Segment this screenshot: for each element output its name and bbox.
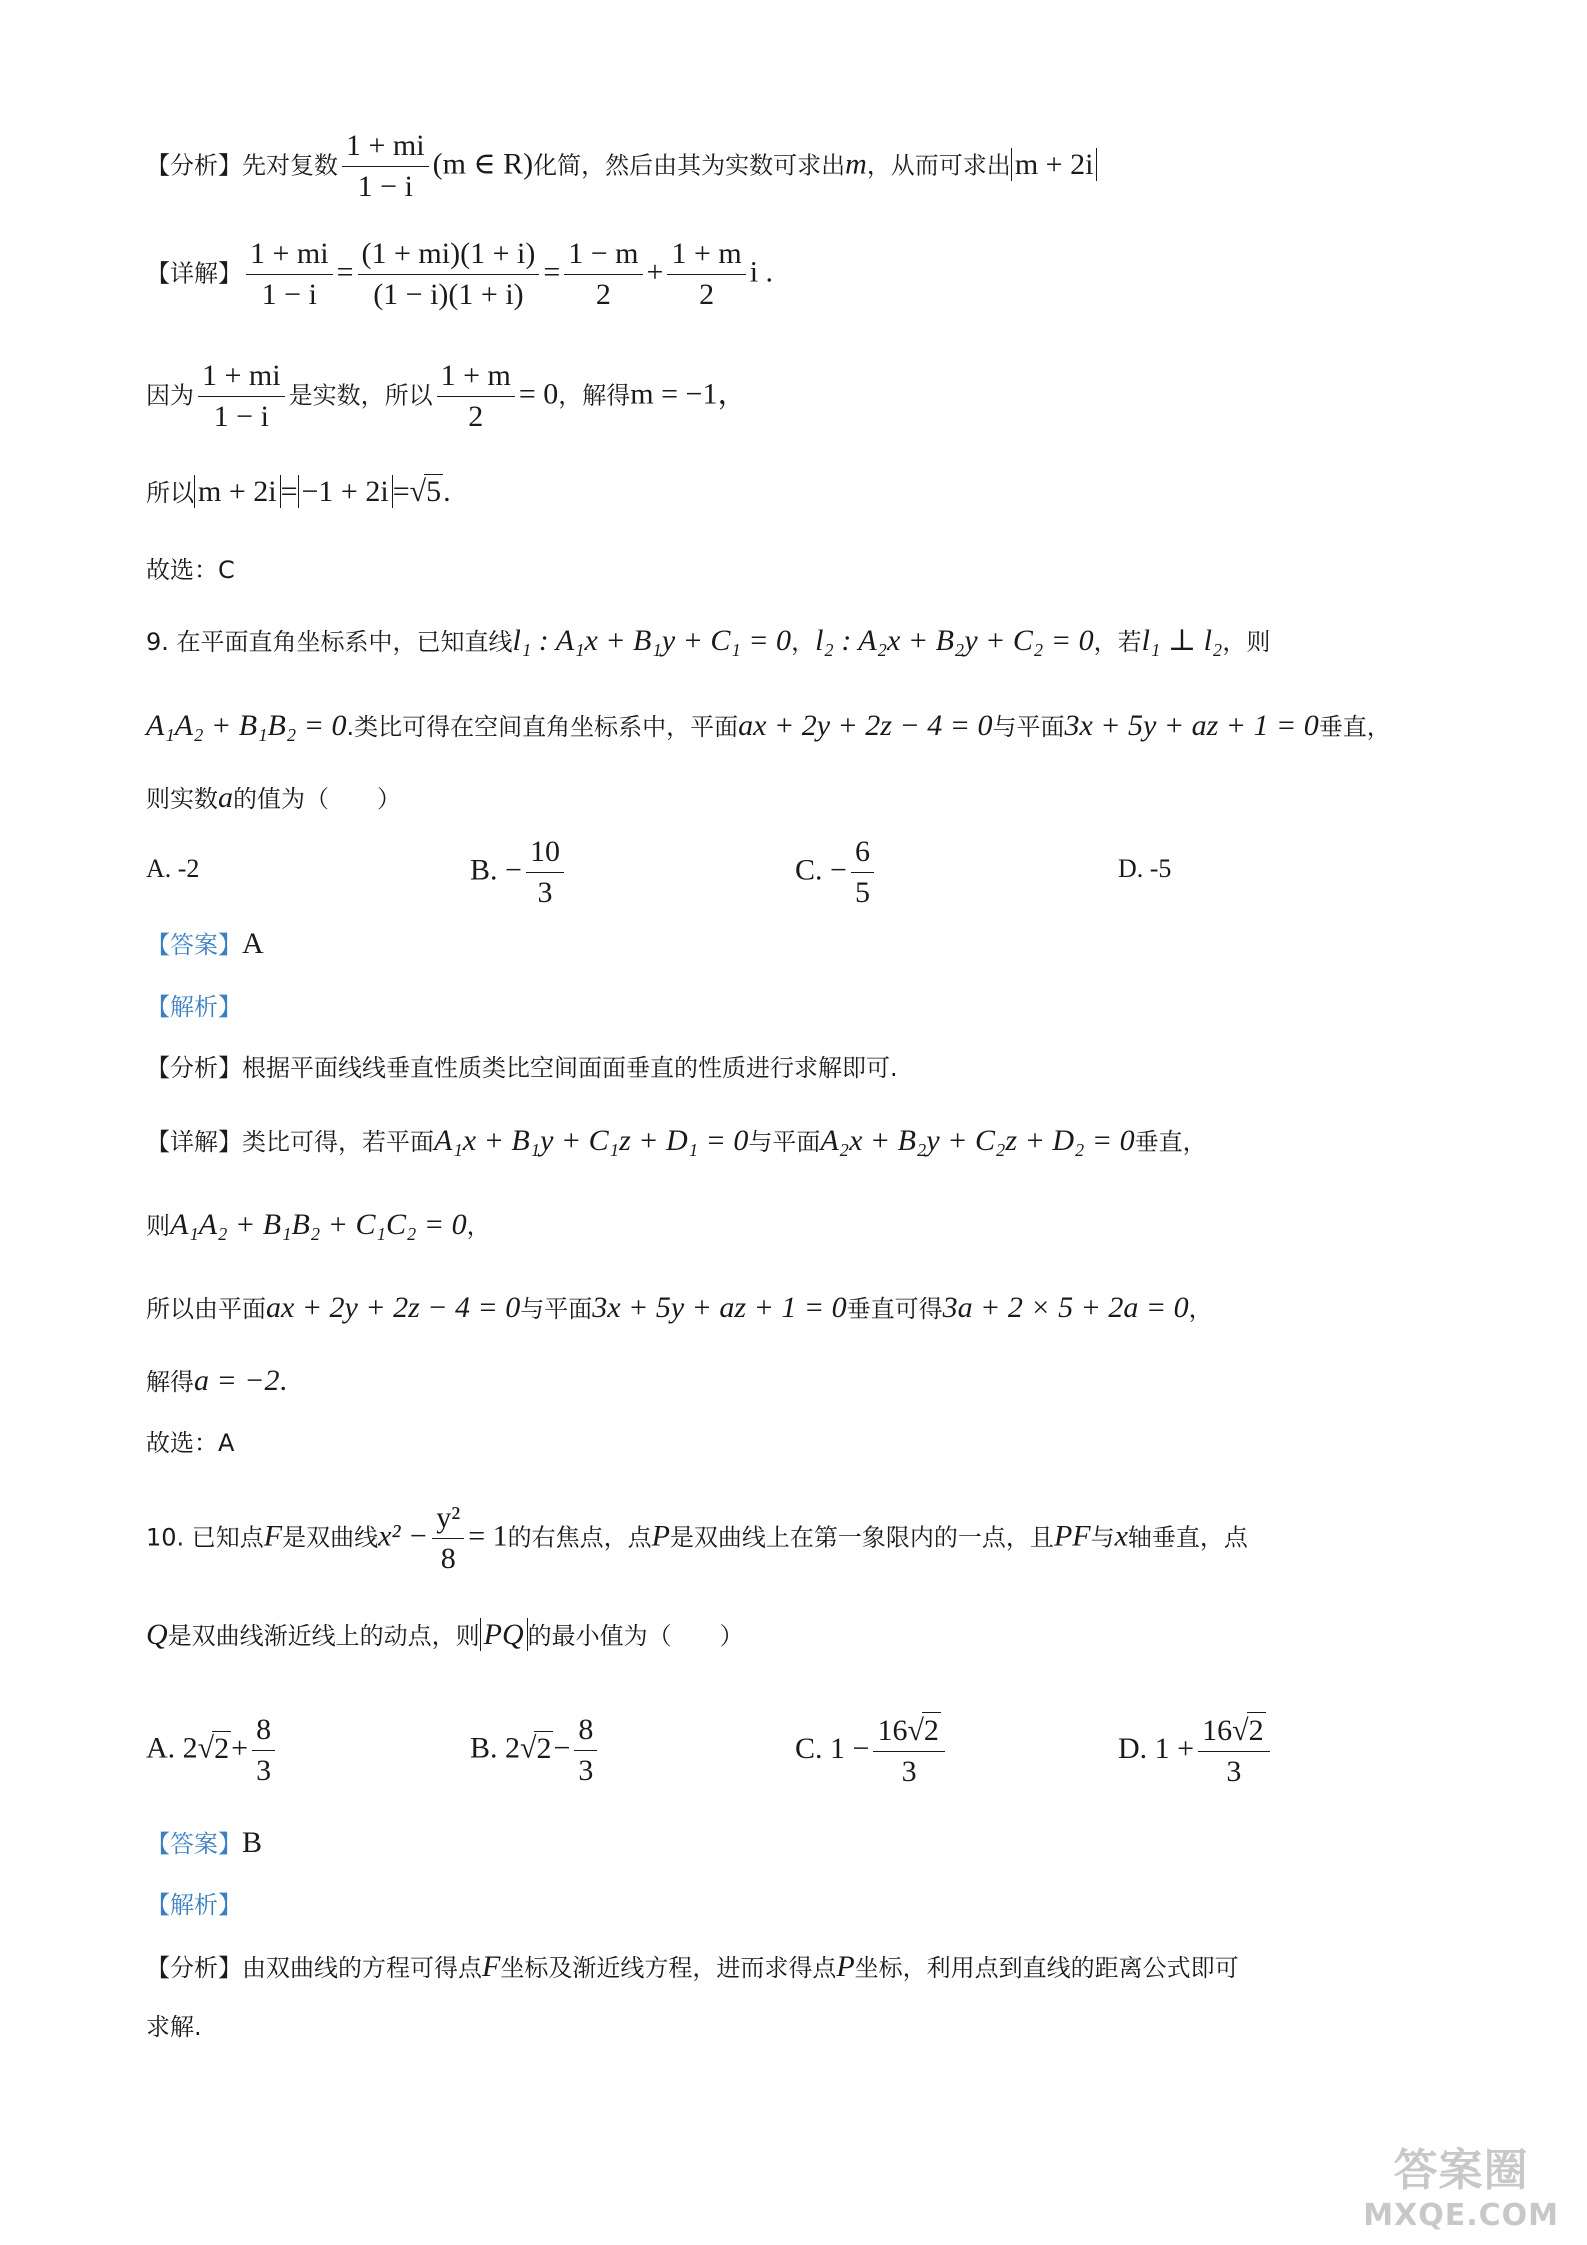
q8-so-line: 所以 m + 2i = −1 + 2i =√5. bbox=[146, 475, 451, 508]
text: 的右焦点，点 bbox=[507, 1523, 652, 1552]
math: 3x + 5y + az + 1 = 0 bbox=[1064, 709, 1319, 742]
option-label: C. bbox=[795, 1732, 823, 1765]
math: x² − bbox=[378, 1519, 429, 1553]
numerator: 16√2 bbox=[1198, 1712, 1269, 1752]
abs-expr: −1 + 2i bbox=[298, 475, 393, 508]
text: ，则 bbox=[1222, 628, 1271, 656]
denominator: 3 bbox=[1226, 1755, 1242, 1788]
denominator: 3 bbox=[537, 876, 553, 909]
math: . bbox=[279, 1364, 287, 1397]
text: 则 bbox=[146, 1212, 170, 1240]
math: A₁x + B₁y + C₁z + D₁ = 0 bbox=[434, 1124, 749, 1157]
q10-analysis-line2: 求解. bbox=[146, 2013, 202, 2041]
math: (m ∈ R) bbox=[432, 147, 534, 181]
text: ，解得 bbox=[558, 381, 631, 410]
fraction bbox=[564, 236, 642, 313]
answer-label: 【答案】 bbox=[146, 1830, 242, 1858]
text: 坐标，利用点到直线的距离公式即可 bbox=[854, 1954, 1239, 1982]
text: 化简，然后由其为实数可求出 bbox=[533, 151, 846, 180]
sqrt-expr: 2 bbox=[214, 1731, 230, 1765]
q10-option-d[interactable] bbox=[1118, 1712, 1274, 1790]
analysis-label: 【分析】 bbox=[146, 1954, 242, 1982]
math: Q bbox=[146, 1618, 168, 1651]
fraction bbox=[342, 128, 429, 205]
numerator: 10 bbox=[526, 834, 564, 873]
fraction bbox=[432, 1500, 464, 1577]
denominator: 1 − i bbox=[261, 278, 317, 311]
math: 1 + bbox=[1154, 1732, 1195, 1765]
numerator: 16√2 bbox=[873, 1712, 944, 1752]
math: l₁ ⊥ l₂ bbox=[1141, 624, 1223, 657]
denominator: 1 − i bbox=[357, 170, 413, 203]
fraction bbox=[358, 236, 540, 313]
q9-answer-line bbox=[146, 927, 264, 962]
math: i . bbox=[749, 255, 774, 289]
math: 2 bbox=[182, 1731, 198, 1765]
text: 垂直， bbox=[1318, 713, 1391, 741]
option-label: A. bbox=[146, 1731, 176, 1765]
math: l₁ : A₁x + B₁y + C₁ = 0 bbox=[512, 624, 792, 657]
text: 坐标及渐近线方程，进而求得点 bbox=[500, 1954, 837, 1982]
q10-option-b[interactable]: B. 2√2− $\frac{8}{3}$ bbox=[470, 1712, 601, 1789]
math: A₂x + B₂y + C₂z + D₂ = 0 bbox=[820, 1124, 1135, 1157]
math: 1 − bbox=[830, 1732, 870, 1765]
q9-option-a[interactable]: A. -2 bbox=[146, 854, 200, 883]
text: 轴垂直，点 bbox=[1127, 1523, 1248, 1552]
q9-stem-line1 bbox=[146, 624, 1270, 659]
q10-option-a[interactable]: A. 2√2+ $\frac{8}{3}$ bbox=[146, 1712, 279, 1789]
text: 9. 在平面直角坐标系中，已知直线 bbox=[146, 628, 513, 656]
q10-jiexi-label: 【解析】 bbox=[146, 1891, 242, 1919]
numerator: 1 + mi bbox=[198, 358, 285, 397]
math: 2 bbox=[505, 1731, 521, 1765]
text: 10. 已知点 bbox=[146, 1523, 264, 1552]
q9-stem-line3 bbox=[146, 781, 401, 816]
text: .类比可得在空间直角坐标系中，平面 bbox=[346, 713, 739, 741]
math: A₁A₂ + B₁B₂ + C₁C₂ = 0 bbox=[170, 1208, 467, 1241]
math: P bbox=[651, 1519, 670, 1553]
text: 所以由平面 bbox=[146, 1295, 266, 1323]
q9-stem-line2 bbox=[146, 709, 1391, 744]
text: ， bbox=[466, 1212, 491, 1240]
abs-expr: m + 2i bbox=[194, 475, 281, 508]
watermark-url: MXQE.COM bbox=[1363, 2198, 1559, 2233]
numerator: 1 + m bbox=[437, 358, 515, 397]
fraction bbox=[873, 1712, 944, 1790]
denominator: 5 bbox=[854, 876, 870, 909]
numerator: 1 + m bbox=[667, 236, 745, 275]
abs-expr: m + 2i bbox=[1011, 148, 1098, 181]
math: = bbox=[392, 475, 410, 508]
math: = 0 bbox=[518, 377, 559, 411]
numerator: (1 + mi)(1 + i) bbox=[358, 236, 540, 275]
math: a = −2 bbox=[194, 1364, 280, 1397]
text: 是双曲线 bbox=[282, 1523, 379, 1552]
text: 是双曲线上在第一象限内的一点，且 bbox=[669, 1523, 1054, 1552]
analysis-label: 【分析】 bbox=[146, 151, 242, 180]
fraction bbox=[667, 236, 745, 313]
q10-answer-line bbox=[146, 1826, 262, 1861]
denominator: 8 bbox=[440, 1542, 456, 1575]
text: ，若 bbox=[1093, 628, 1142, 656]
text: 是实数，所以 bbox=[288, 381, 433, 410]
fraction bbox=[437, 358, 515, 435]
watermark-logo bbox=[1363, 2134, 1559, 2233]
q9-option-d[interactable]: D. -5 bbox=[1118, 854, 1172, 883]
sqrt-expr: 5 bbox=[426, 475, 442, 508]
text: 与 bbox=[1090, 1523, 1115, 1552]
q8-answer: 故选：C bbox=[146, 556, 235, 584]
option-label: D. bbox=[1118, 1732, 1148, 1765]
sqrt-expr: 2 bbox=[1248, 1714, 1264, 1747]
text: 类比可得，若平面 bbox=[242, 1128, 434, 1156]
analysis-label: 【分析】 bbox=[146, 1054, 242, 1082]
answer-value: A bbox=[242, 927, 264, 960]
answer-label: 【答案】 bbox=[146, 931, 242, 959]
denominator: 2 bbox=[468, 400, 484, 433]
math: PF bbox=[1053, 1519, 1091, 1553]
text: 与平面 bbox=[748, 1128, 821, 1156]
q9-jiexi-label: 【解析】 bbox=[146, 993, 242, 1021]
denominator: 3 bbox=[578, 1754, 594, 1787]
option-label: B. bbox=[470, 1731, 498, 1765]
text: ， bbox=[1188, 1295, 1213, 1323]
numerator: 1 + mi bbox=[342, 128, 429, 167]
math: l₂ : A₂x + B₂y + C₂ = 0 bbox=[815, 624, 1094, 657]
denominator: 2 bbox=[595, 278, 611, 311]
text: 因为 bbox=[146, 381, 194, 410]
numerator: 1 + mi bbox=[246, 236, 333, 275]
denominator: (1 − i)(1 + i) bbox=[373, 278, 524, 311]
text: 所以 bbox=[146, 479, 194, 507]
denominator: 3 bbox=[256, 1754, 272, 1787]
watermark-text: 答案圈 bbox=[1393, 2145, 1529, 2196]
math: F bbox=[263, 1519, 283, 1553]
option-label: C. bbox=[795, 853, 823, 887]
numerator: 8 bbox=[252, 1712, 275, 1751]
text: 与平面 bbox=[520, 1295, 593, 1323]
q9-so-line bbox=[146, 1291, 1213, 1326]
numerator: 8 bbox=[574, 1712, 597, 1751]
option-label: B. bbox=[470, 853, 498, 887]
text: 的值为（ ） bbox=[233, 785, 401, 813]
fraction bbox=[851, 834, 874, 911]
math: = bbox=[280, 475, 298, 508]
q8-analysis-line bbox=[146, 128, 1097, 205]
math: A₁A₂ + B₁B₂ = 0 bbox=[146, 709, 347, 742]
denominator: 1 − i bbox=[213, 400, 269, 433]
math: 16 bbox=[877, 1714, 908, 1747]
math: ax + 2y + 2z − 4 = 0 bbox=[738, 709, 993, 742]
fraction bbox=[198, 358, 285, 435]
q9-then-line bbox=[146, 1208, 491, 1243]
sqrt-expr: 2 bbox=[536, 1731, 552, 1765]
math: m = −1， bbox=[630, 377, 748, 411]
abs-expr: PQ bbox=[480, 1618, 528, 1651]
math: P bbox=[836, 1950, 855, 1983]
q8-because-line bbox=[146, 358, 747, 435]
fraction bbox=[574, 1712, 597, 1789]
detail-label: 【详解】 bbox=[146, 259, 242, 288]
math: 3x + 5y + az + 1 = 0 bbox=[592, 1291, 847, 1324]
numerator: y² bbox=[432, 1500, 464, 1539]
fraction bbox=[246, 236, 333, 313]
math: . bbox=[443, 475, 451, 508]
math: 3a + 2 × 5 + 2a = 0 bbox=[942, 1291, 1189, 1324]
math: a bbox=[218, 781, 233, 814]
q9-solve-line bbox=[146, 1364, 287, 1399]
math: x bbox=[1114, 1519, 1128, 1553]
answer-value: B bbox=[242, 1826, 263, 1859]
q9-analysis-line bbox=[146, 1051, 898, 1085]
text: 与平面 bbox=[992, 713, 1065, 741]
fraction bbox=[252, 1712, 275, 1789]
detail-label: 【详解】 bbox=[146, 1128, 242, 1156]
q9-option-c[interactable]: C. − $\frac{6}{5}$ bbox=[795, 834, 878, 911]
text: 垂直可得 bbox=[846, 1295, 943, 1323]
text: 垂直， bbox=[1134, 1128, 1207, 1156]
fraction bbox=[1198, 1712, 1269, 1790]
text: 解得 bbox=[146, 1368, 194, 1396]
math: ax + 2y + 2z − 4 = 0 bbox=[266, 1291, 521, 1324]
text: 是双曲线渐近线上的动点，则 bbox=[167, 1622, 480, 1650]
math: − bbox=[553, 1731, 571, 1765]
q9-detail-line bbox=[146, 1124, 1207, 1159]
math: + bbox=[231, 1731, 249, 1765]
text: 则实数 bbox=[146, 785, 218, 813]
q10-stem-line2 bbox=[146, 1618, 744, 1653]
denominator: 3 bbox=[901, 1755, 917, 1788]
q9-option-b[interactable]: B. − $\frac{10}{3}$ bbox=[470, 834, 568, 911]
math: = 1 bbox=[468, 1519, 508, 1553]
sqrt-expr: 2 bbox=[923, 1714, 939, 1747]
fraction bbox=[526, 834, 564, 911]
text: 根据平面线线垂直性质类比空间面面垂直的性质进行求解即可. bbox=[242, 1054, 898, 1082]
q10-stem-line1 bbox=[146, 1500, 1248, 1577]
q10-option-c[interactable] bbox=[795, 1712, 949, 1790]
math: m bbox=[845, 147, 867, 181]
denominator: 2 bbox=[699, 278, 715, 311]
text: 由双曲线的方程可得点 bbox=[242, 1954, 482, 1982]
q10-analysis-line bbox=[146, 1950, 1239, 1985]
math: F bbox=[482, 1950, 501, 1983]
text: 先对复数 bbox=[242, 151, 338, 180]
numerator: 6 bbox=[851, 834, 874, 873]
q8-detail-line: 【详解】 $\frac{1 + mi}{1 - i}$ = $\frac{(1 + mi)(1 + i)}{(1 - i)(1 + i)}$ = $\frac{1 - m}{2}$ + $\frac{1 + m}{2}$ i . bbox=[146, 237, 774, 311]
math: 16 bbox=[1202, 1714, 1233, 1747]
q9-final: 故选：A bbox=[146, 1429, 235, 1457]
text: ， bbox=[791, 628, 816, 656]
text: 的最小值为（ ） bbox=[527, 1622, 744, 1650]
numerator: 1 − m bbox=[564, 236, 642, 275]
text: ，从而可求出 bbox=[866, 151, 1011, 180]
